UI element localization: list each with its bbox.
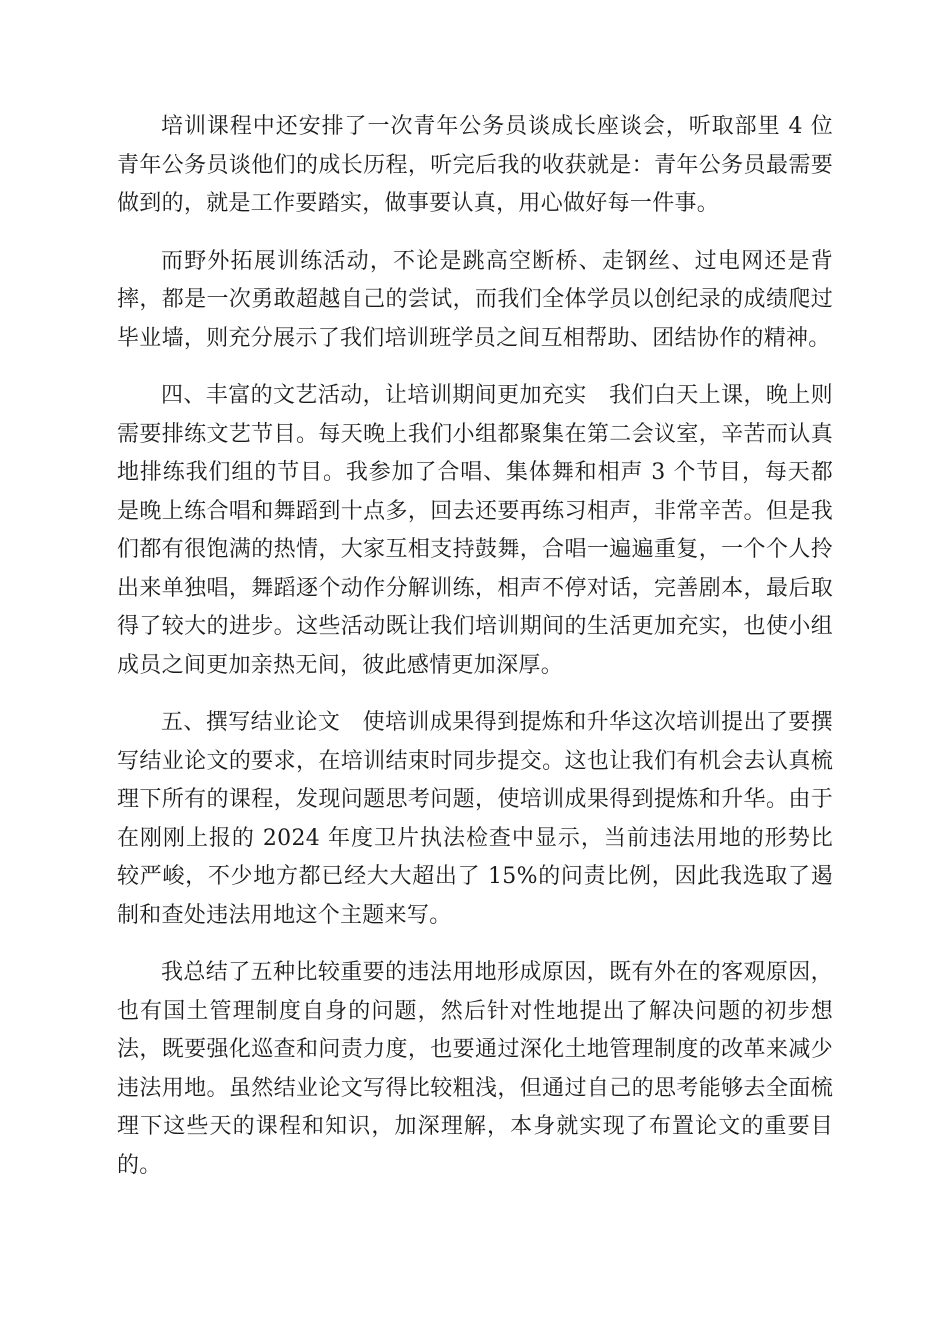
document-body — [117, 108, 833, 1204]
paragraph-graduation-thesis: 五、撰写结业论文 使培训成果得到提炼和升华这次培训提出了要撰写结业论文的要求，在培训结束时同步提交。这也让我们有机会去认真梳理下所有的课程，发现问题思考问题，使培训成果得到提炼和升华。由于在刚刚上报的 2024 年度卫片执法检查中显示，当前违法用地的形势比较严峻，不少地方都已经大大超出了 15%的问责比例，因此我选取了遏制和查处违法用地这个主题来写。 — [117, 710, 833, 928]
paragraph-symposium: 培训课程中还安排了一次青年公务员谈成长座谈会，听取部里 4 位青年公务员谈他们的成长历程，听完后我的收获就是：青年公务员最需要做到的，就是工作要踏实，做事要认真，用心做好每一件事。 — [117, 114, 833, 216]
paragraph-outdoor-training: 而野外拓展训练活动，不论是跳高空断桥、走钢丝、过电网还是背摔，都是一次勇敢超越自己的尝试，而我们全体学员以创纪录的成绩爬过毕业墙，则充分展示了我们培训班学员之间互相帮助、团结协作的精神。 — [117, 248, 833, 351]
paragraph-thesis-summary: 我总结了五种比较重要的违法用地形成原因，既有外在的客观原因，也有国土管理制度自身的问题，然后针对性地提出了解决问题的初步想法，既要强化巡查和问责力度，也要通过深化土地管理制度的改革来减少违法用地。虽然结业论文写得比较粗浅，但通过自己的思考能够去全面梳理下这些天的课程和知识，加深理解，本身就实现了布置论文的重要目的。 — [117, 960, 833, 1178]
paragraph-arts-activities: 四、丰富的文艺活动，让培训期间更加充实 我们白天上课，晚上则需要排练文艺节目。每天晚上我们小组都聚集在第二会议室，辛苦而认真地排练我们组的节目。我参加了合唱、集体舞和相声 3 个节目，每天都是晚上练合唱和舞蹈到十点多，回去还要再练习相声，非常辛苦。但是我们都有很饱满的热情，大家互相支持鼓舞，合唱一遍遍重复，一个个人拎出来单独唱，舞蹈逐个动作分解训练，相声不停对话，完善剧本，最后取得了较大的进步。这些活动既让我们培训期间的生活更加充实，也使小组成员之间更加亲热无间，彼此感情更加深厚。 — [117, 383, 833, 678]
